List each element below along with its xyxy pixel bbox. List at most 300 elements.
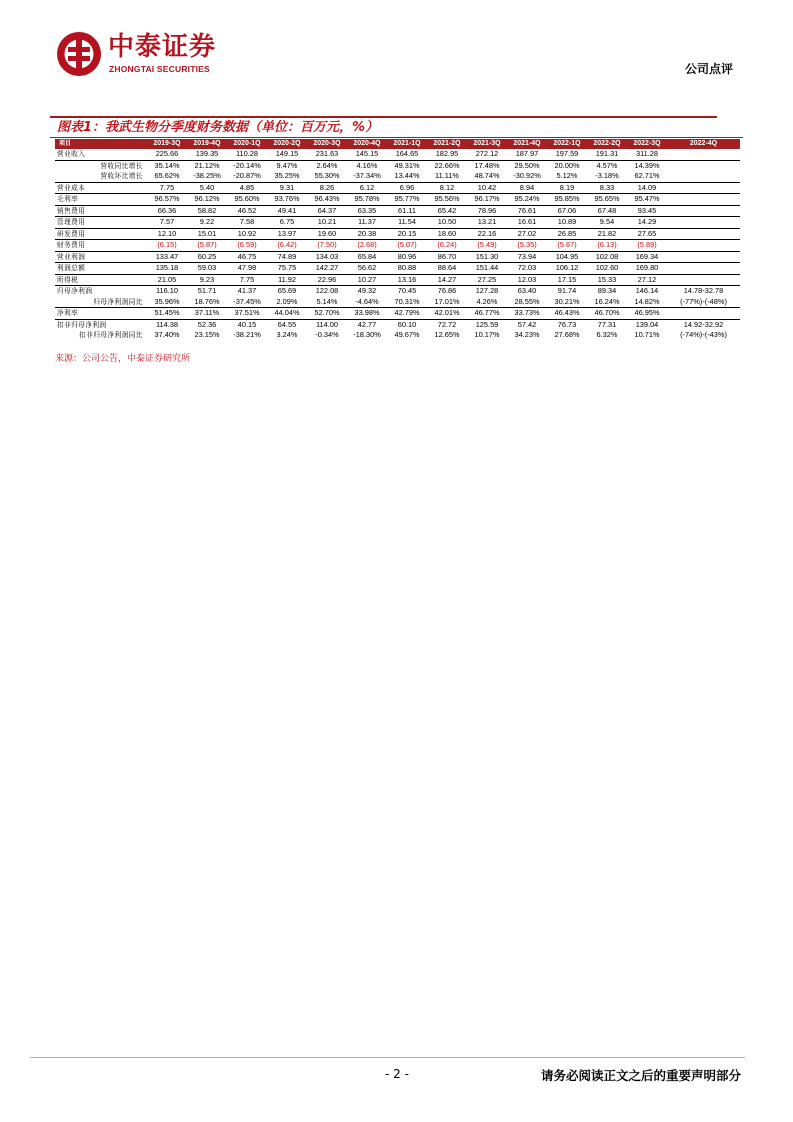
table-cell: 75.75 xyxy=(267,263,307,275)
column-header: 2020-2Q xyxy=(267,139,307,149)
table-cell: 191.31 xyxy=(595,149,619,158)
table-cell: 122.08 xyxy=(307,286,347,297)
table-cell: 10.71% xyxy=(634,330,660,339)
table-cell: -20.14% xyxy=(227,160,267,171)
table-row xyxy=(55,160,740,171)
table-cell xyxy=(667,194,740,206)
table-cell: 93.76% xyxy=(267,194,307,206)
table-cell xyxy=(667,171,740,182)
table-cell: -3.18% xyxy=(595,171,619,180)
table-row xyxy=(55,149,740,160)
row-label: 营业收入 xyxy=(57,150,86,158)
column-header: 2022-3Q xyxy=(627,139,667,149)
table-row xyxy=(55,308,740,320)
table-cell: 57.42 xyxy=(507,319,547,330)
row-label: 营收环比增长 xyxy=(100,172,143,180)
column-header: 2022-4Q xyxy=(667,139,740,149)
row-label: 利润总额 xyxy=(55,263,147,275)
table-cell: 58.82 xyxy=(187,205,227,217)
row-label: 净利率 xyxy=(55,308,147,320)
table-cell: 64.37 xyxy=(307,205,347,217)
page-number: - 2 - xyxy=(385,1067,409,1081)
table-cell: -38.25% xyxy=(193,171,221,180)
column-header: 2021-4Q xyxy=(507,139,547,149)
table-cell: 8.19 xyxy=(547,182,587,194)
table-cell: (6.42) xyxy=(267,240,307,252)
table-cell: 51.45% xyxy=(147,308,187,320)
table-cell: 182.95 xyxy=(435,149,459,158)
table-cell: 46.52 xyxy=(227,205,267,217)
table-cell: 134.03 xyxy=(307,251,347,263)
table-cell: 72.72 xyxy=(427,319,467,330)
table-cell: -20.87% xyxy=(233,171,261,180)
table-cell: 46.43% xyxy=(547,308,587,320)
table-cell: 114.38 xyxy=(147,319,187,330)
company-logo xyxy=(55,30,245,78)
table-cell: 11.54 xyxy=(387,217,427,229)
table-cell: 4.85 xyxy=(227,182,267,194)
table-cell: 65.69 xyxy=(267,286,307,297)
table-row xyxy=(55,182,740,194)
table-cell: 133.47 xyxy=(147,251,187,263)
row-label: 研发费用 xyxy=(55,228,147,240)
table-cell: 15.33 xyxy=(587,274,627,286)
table-cell: 80.88 xyxy=(387,263,427,275)
figure-title: 图表1：我武生物分季度财务数据（单位：百万元，%） xyxy=(57,120,379,135)
table-row xyxy=(55,228,740,240)
table-cell: 13.21 xyxy=(467,217,507,229)
table-cell: 9.23 xyxy=(187,274,227,286)
column-header: 2021-1Q xyxy=(387,139,427,149)
table-cell: 10.92 xyxy=(227,228,267,240)
table-cell: 10.42 xyxy=(467,182,507,194)
table-row xyxy=(55,194,740,206)
table-cell: 26.85 xyxy=(547,228,587,240)
table-cell: 88.64 xyxy=(427,263,467,275)
table-cell: 95.60% xyxy=(227,194,267,206)
table-cell: 33.73% xyxy=(507,308,547,320)
table-cell: (7.50) xyxy=(307,240,347,252)
table-cell: 14.92-32.92 xyxy=(667,319,740,330)
table-cell: 72.03 xyxy=(507,263,547,275)
table-cell: 6.12 xyxy=(347,182,387,194)
logo-name-en: ZHONGTAI SECURITIES xyxy=(109,64,210,74)
table-cell: 76.86 xyxy=(427,286,467,297)
table-cell: 5.40 xyxy=(187,182,227,194)
table-cell xyxy=(667,217,740,229)
table-cell: 60.25 xyxy=(187,251,227,263)
table-cell: 80.96 xyxy=(387,251,427,263)
table-cell: (5.87) xyxy=(187,240,227,252)
table-cell: 46.95% xyxy=(627,308,667,320)
table-row xyxy=(55,274,740,286)
table-cell: 17.01% xyxy=(434,296,460,306)
table-cell: 104.95 xyxy=(547,251,587,263)
column-header: 2022-1Q xyxy=(547,139,587,149)
table-cell: 42.77 xyxy=(347,319,387,330)
table-cell: 23.15% xyxy=(194,330,220,339)
table-cell: 22.16 xyxy=(467,228,507,240)
table-cell: 91.74 xyxy=(547,286,587,297)
table-cell: 95.56% xyxy=(427,194,467,206)
table-cell: 27.25 xyxy=(467,274,507,286)
row-label: 扣非归母净利润 xyxy=(55,319,147,330)
table-cell: (5.35) xyxy=(507,240,547,252)
column-header: 2020-1Q xyxy=(227,139,267,149)
table-cell: 110.28 xyxy=(235,149,259,158)
table-cell: 63.35 xyxy=(347,205,387,217)
table-cell: (5.07) xyxy=(387,240,427,252)
table-cell: 12.65% xyxy=(434,330,460,339)
table-cell xyxy=(667,205,740,217)
table-cell: 77.31 xyxy=(587,319,627,330)
column-header: 2019-3Q xyxy=(147,139,187,149)
table-cell: 20.15 xyxy=(387,228,427,240)
table-cell xyxy=(667,182,740,194)
table-cell xyxy=(667,274,740,286)
table-cell: 6.32% xyxy=(596,330,618,339)
table-cell: 127.28 xyxy=(467,286,507,297)
table-cell: 187.97 xyxy=(515,149,539,158)
table-cell: 169.34 xyxy=(627,251,667,263)
table-cell: 49.31% xyxy=(387,160,427,171)
table-cell: 4.57% xyxy=(587,160,627,171)
table-cell: 52.70% xyxy=(307,308,347,320)
quarterly-financial-table xyxy=(55,139,740,341)
table-row xyxy=(55,286,740,297)
table-cell: 33.98% xyxy=(347,308,387,320)
table-cell: 142.27 xyxy=(307,263,347,275)
table-cell: 96.57% xyxy=(147,194,187,206)
table-cell: 151.30 xyxy=(467,251,507,263)
table-cell: 35.14% xyxy=(147,160,187,171)
column-header: 2020-4Q xyxy=(347,139,387,149)
table-row xyxy=(55,205,740,217)
table-cell: 12.10 xyxy=(147,228,187,240)
table-cell: 169.80 xyxy=(627,263,667,275)
row-label: 财务费用 xyxy=(55,240,147,252)
table-cell: 66.36 xyxy=(147,205,187,217)
table-cell: (6.59) xyxy=(227,240,267,252)
table-cell: 49.32 xyxy=(347,286,387,297)
table-cell: 311.28 xyxy=(635,149,659,158)
table-cell: 135.18 xyxy=(147,263,187,275)
table-cell: (5.67) xyxy=(547,240,587,252)
table-cell: 27.68% xyxy=(554,330,580,339)
table-cell: 95.65% xyxy=(587,194,627,206)
table-cell: 106.12 xyxy=(547,263,587,275)
table-cell: 37.51% xyxy=(227,308,267,320)
table-cell: 37.40% xyxy=(154,330,180,339)
table-cell: 12.03 xyxy=(507,274,547,286)
table-cell xyxy=(667,263,740,275)
table-cell: (5.49) xyxy=(467,240,507,252)
table-cell: 86.70 xyxy=(427,251,467,263)
table-cell: 14.29 xyxy=(627,217,667,229)
table-header-row xyxy=(55,139,740,149)
table-cell xyxy=(667,240,740,252)
table-cell: 19.60 xyxy=(307,228,347,240)
table-cell: (5.89) xyxy=(627,240,667,252)
table-cell: 272.12 xyxy=(475,149,499,158)
table-cell: 14.27 xyxy=(427,274,467,286)
table-cell: 48.74% xyxy=(474,171,500,180)
column-header-item: 项目 xyxy=(55,139,147,149)
table-cell: (6.13) xyxy=(587,240,627,252)
table-cell: 70.31% xyxy=(394,296,420,306)
table-cell: 11.37 xyxy=(347,217,387,229)
table-cell: 63.40 xyxy=(507,286,547,297)
table-cell: 21.12% xyxy=(187,160,227,171)
table-cell: 21.82 xyxy=(587,228,627,240)
table-cell: 9.31 xyxy=(267,182,307,194)
column-header: 2021-3Q xyxy=(467,139,507,149)
table-cell: 14.82% xyxy=(634,296,660,306)
row-label: 毛利率 xyxy=(55,194,147,206)
table-cell: 47.98 xyxy=(227,263,267,275)
table-cell: 10.27 xyxy=(347,274,387,286)
table-cell: 95.85% xyxy=(547,194,587,206)
table-cell: 11.11% xyxy=(435,171,459,180)
table-cell: 49.41 xyxy=(267,205,307,217)
table-cell: 89.34 xyxy=(587,286,627,297)
table-cell: 73.94 xyxy=(507,251,547,263)
table-cell: 149.15 xyxy=(275,149,299,158)
table-cell: 37.11% xyxy=(187,308,227,320)
table-cell: 29.50% xyxy=(507,160,547,171)
column-header: 2021-2Q xyxy=(427,139,467,149)
table-cell: 102.60 xyxy=(587,263,627,275)
table-cell: 34.23% xyxy=(514,330,540,339)
table-cell: 164.65 xyxy=(395,149,419,158)
table-cell: 67.48 xyxy=(587,205,627,217)
header-divider xyxy=(50,116,717,118)
table-cell: 27.02 xyxy=(507,228,547,240)
table-cell: 13.16 xyxy=(387,274,427,286)
table-cell: 27.65 xyxy=(627,228,667,240)
table-row xyxy=(55,217,740,229)
table-cell: -4.64% xyxy=(355,296,379,306)
row-label: 扣非归母净利润同比 xyxy=(79,331,143,339)
table-cell: 64.55 xyxy=(267,319,307,330)
table-cell: 42.01% xyxy=(427,308,467,320)
table-cell: 18.76% xyxy=(194,296,220,306)
table-cell: 145.15 xyxy=(355,149,379,158)
table-cell: 10.50 xyxy=(427,217,467,229)
table-row xyxy=(55,171,740,182)
logo-name-cn: 中泰证券 xyxy=(108,32,217,62)
table-cell: (2.68) xyxy=(347,240,387,252)
table-cell: 40.15 xyxy=(227,319,267,330)
table-cell: 15.01 xyxy=(187,228,227,240)
table-cell: 13.97 xyxy=(267,228,307,240)
table-cell: -37.45% xyxy=(233,296,261,306)
table-cell: -18.30% xyxy=(353,330,381,339)
column-header: 2020-3Q xyxy=(307,139,347,149)
table-cell: 28.55% xyxy=(514,296,540,306)
table-cell: 22.66% xyxy=(427,160,467,171)
table-cell: 78.96 xyxy=(467,205,507,217)
row-label: 营业成本 xyxy=(55,182,147,194)
table-row xyxy=(55,319,740,330)
row-label: 归母净利润同比 xyxy=(93,297,143,306)
table-cell: 6.96 xyxy=(387,182,427,194)
row-label: 销售费用 xyxy=(55,205,147,217)
table-cell: 93.45 xyxy=(627,205,667,217)
report-section-label: 公司点评 xyxy=(684,62,733,76)
table-cell: 2.09% xyxy=(276,296,298,306)
table-cell: 13.44% xyxy=(394,171,420,180)
table-cell: -37.34% xyxy=(353,171,381,180)
table-cell: 9.54 xyxy=(587,217,627,229)
row-label: 所得税 xyxy=(55,274,147,286)
table-cell: 225.66 xyxy=(155,149,179,158)
table-cell: 61.11 xyxy=(387,205,427,217)
table-cell: 7.75 xyxy=(227,274,267,286)
table-cell: 56.62 xyxy=(347,263,387,275)
row-label: 管理费用 xyxy=(55,217,147,229)
table-cell: 2.64% xyxy=(307,160,347,171)
table-cell: 62.71% xyxy=(634,171,660,180)
table-cell: 60.10 xyxy=(387,319,427,330)
table-cell: 7.57 xyxy=(147,217,187,229)
table-cell: 22.96 xyxy=(307,274,347,286)
table-cell: 41.37 xyxy=(227,286,267,297)
table-cell: 18.60 xyxy=(427,228,467,240)
table-row xyxy=(55,330,740,341)
table-cell: 16.61 xyxy=(507,217,547,229)
table-cell: 96.17% xyxy=(467,194,507,206)
table-cell: 95.24% xyxy=(507,194,547,206)
table-cell: 14.09 xyxy=(627,182,667,194)
table-cell: 9.47% xyxy=(267,160,307,171)
table-cell: 52.36 xyxy=(187,319,227,330)
table-cell: 95.47% xyxy=(627,194,667,206)
table-cell: 65.62% xyxy=(154,171,180,180)
table-cell: 51.71 xyxy=(187,286,227,297)
table-cell: 42.79% xyxy=(387,308,427,320)
zhongtai-logo-icon xyxy=(55,30,103,78)
table-cell xyxy=(667,308,740,320)
table-cell: 7.75 xyxy=(147,182,187,194)
table-cell: 11.92 xyxy=(267,274,307,286)
table-cell: 44.04% xyxy=(267,308,307,320)
table-cell: (6.24) xyxy=(427,240,467,252)
disclaimer-notice: 请务必阅读正文之后的重要声明部分 xyxy=(540,1068,741,1083)
table-cell: 5.12% xyxy=(556,171,578,180)
table-cell: 17.48% xyxy=(467,160,507,171)
table-cell: 59.03 xyxy=(187,263,227,275)
table-cell: (-74%)-(-43%) xyxy=(680,330,727,339)
table-cell: 17.15 xyxy=(547,274,587,286)
table-cell: 49.67% xyxy=(394,330,420,339)
table-cell: 197.59 xyxy=(555,149,579,158)
table-row xyxy=(55,240,740,252)
table-cell: 8.94 xyxy=(507,182,547,194)
table-cell: (6.15) xyxy=(147,240,187,252)
table-cell: 139.35 xyxy=(195,149,219,158)
row-label: 营收同比增长 xyxy=(55,160,147,171)
column-header: 2022-2Q xyxy=(587,139,627,149)
table-cell: 46.75 xyxy=(227,251,267,263)
table-cell: (-77%)-(-48%) xyxy=(680,296,727,306)
table-cell: 35.96% xyxy=(154,296,180,306)
table-cell: 96.12% xyxy=(187,194,227,206)
table-row xyxy=(55,297,740,308)
row-label: 归母净利润 xyxy=(55,286,147,297)
table-cell: 20.00% xyxy=(547,160,587,171)
table-cell: 16.24% xyxy=(594,296,620,306)
table-cell: 10.89 xyxy=(547,217,587,229)
table-cell: -0.34% xyxy=(315,330,339,339)
table-cell: 14.78-32.78 xyxy=(667,286,740,297)
table-cell: 139.04 xyxy=(627,319,667,330)
table-cell xyxy=(667,251,740,263)
column-header: 2019-4Q xyxy=(187,139,227,149)
table-cell: 35.25% xyxy=(274,171,300,180)
table-cell: 21.05 xyxy=(147,274,187,286)
table-cell: 6.75 xyxy=(267,217,307,229)
table-cell: 96.43% xyxy=(307,194,347,206)
footer-divider xyxy=(30,1057,745,1058)
table-cell: -38.21% xyxy=(233,330,261,339)
row-label: 营业利润 xyxy=(55,251,147,263)
table-cell: 125.59 xyxy=(467,319,507,330)
table-cell: 8.33 xyxy=(587,182,627,194)
table-cell: 3.24% xyxy=(276,330,298,339)
table-cell: 65.84 xyxy=(347,251,387,263)
table-cell: 114.00 xyxy=(307,319,347,330)
figure-source: 来源：公司公告，中泰证券研究所 xyxy=(55,354,191,364)
table-cell: 27.12 xyxy=(627,274,667,286)
table-cell: 70.45 xyxy=(387,286,427,297)
table-cell: 146.14 xyxy=(627,286,667,297)
table-cell: 10.17% xyxy=(474,330,500,339)
table-cell: 231.63 xyxy=(315,149,339,158)
table-cell: 151.44 xyxy=(467,263,507,275)
table-cell: 46.77% xyxy=(467,308,507,320)
table-cell: 9.22 xyxy=(187,217,227,229)
table-row xyxy=(55,263,740,275)
table-cell: 8.12 xyxy=(427,182,467,194)
table-cell: 10.21 xyxy=(307,217,347,229)
table-cell: 30.21% xyxy=(554,296,580,306)
table-row xyxy=(55,251,740,263)
title-divider xyxy=(50,137,743,138)
table-cell: 46.70% xyxy=(587,308,627,320)
table-cell: 8.26 xyxy=(307,182,347,194)
table-cell: 14.39% xyxy=(627,160,667,171)
table-cell: 102.08 xyxy=(587,251,627,263)
table-cell: 4.16% xyxy=(347,160,387,171)
table-cell: -30.92% xyxy=(513,171,541,180)
table-cell xyxy=(667,160,740,171)
table-cell: 74.89 xyxy=(267,251,307,263)
table-cell: 67.06 xyxy=(547,205,587,217)
table-cell: 95.77% xyxy=(387,194,427,206)
table-cell xyxy=(667,149,740,160)
table-cell: 4.26% xyxy=(476,296,498,306)
table-cell xyxy=(667,228,740,240)
table-cell: 95.78% xyxy=(347,194,387,206)
table-cell: 116.10 xyxy=(147,286,187,297)
table-cell: 65.42 xyxy=(427,205,467,217)
table-cell: 5.14% xyxy=(316,296,338,306)
table-cell: 7.58 xyxy=(227,217,267,229)
table-cell: 55.30% xyxy=(314,171,340,180)
table-cell: 76.73 xyxy=(547,319,587,330)
table-cell: 20.38 xyxy=(347,228,387,240)
